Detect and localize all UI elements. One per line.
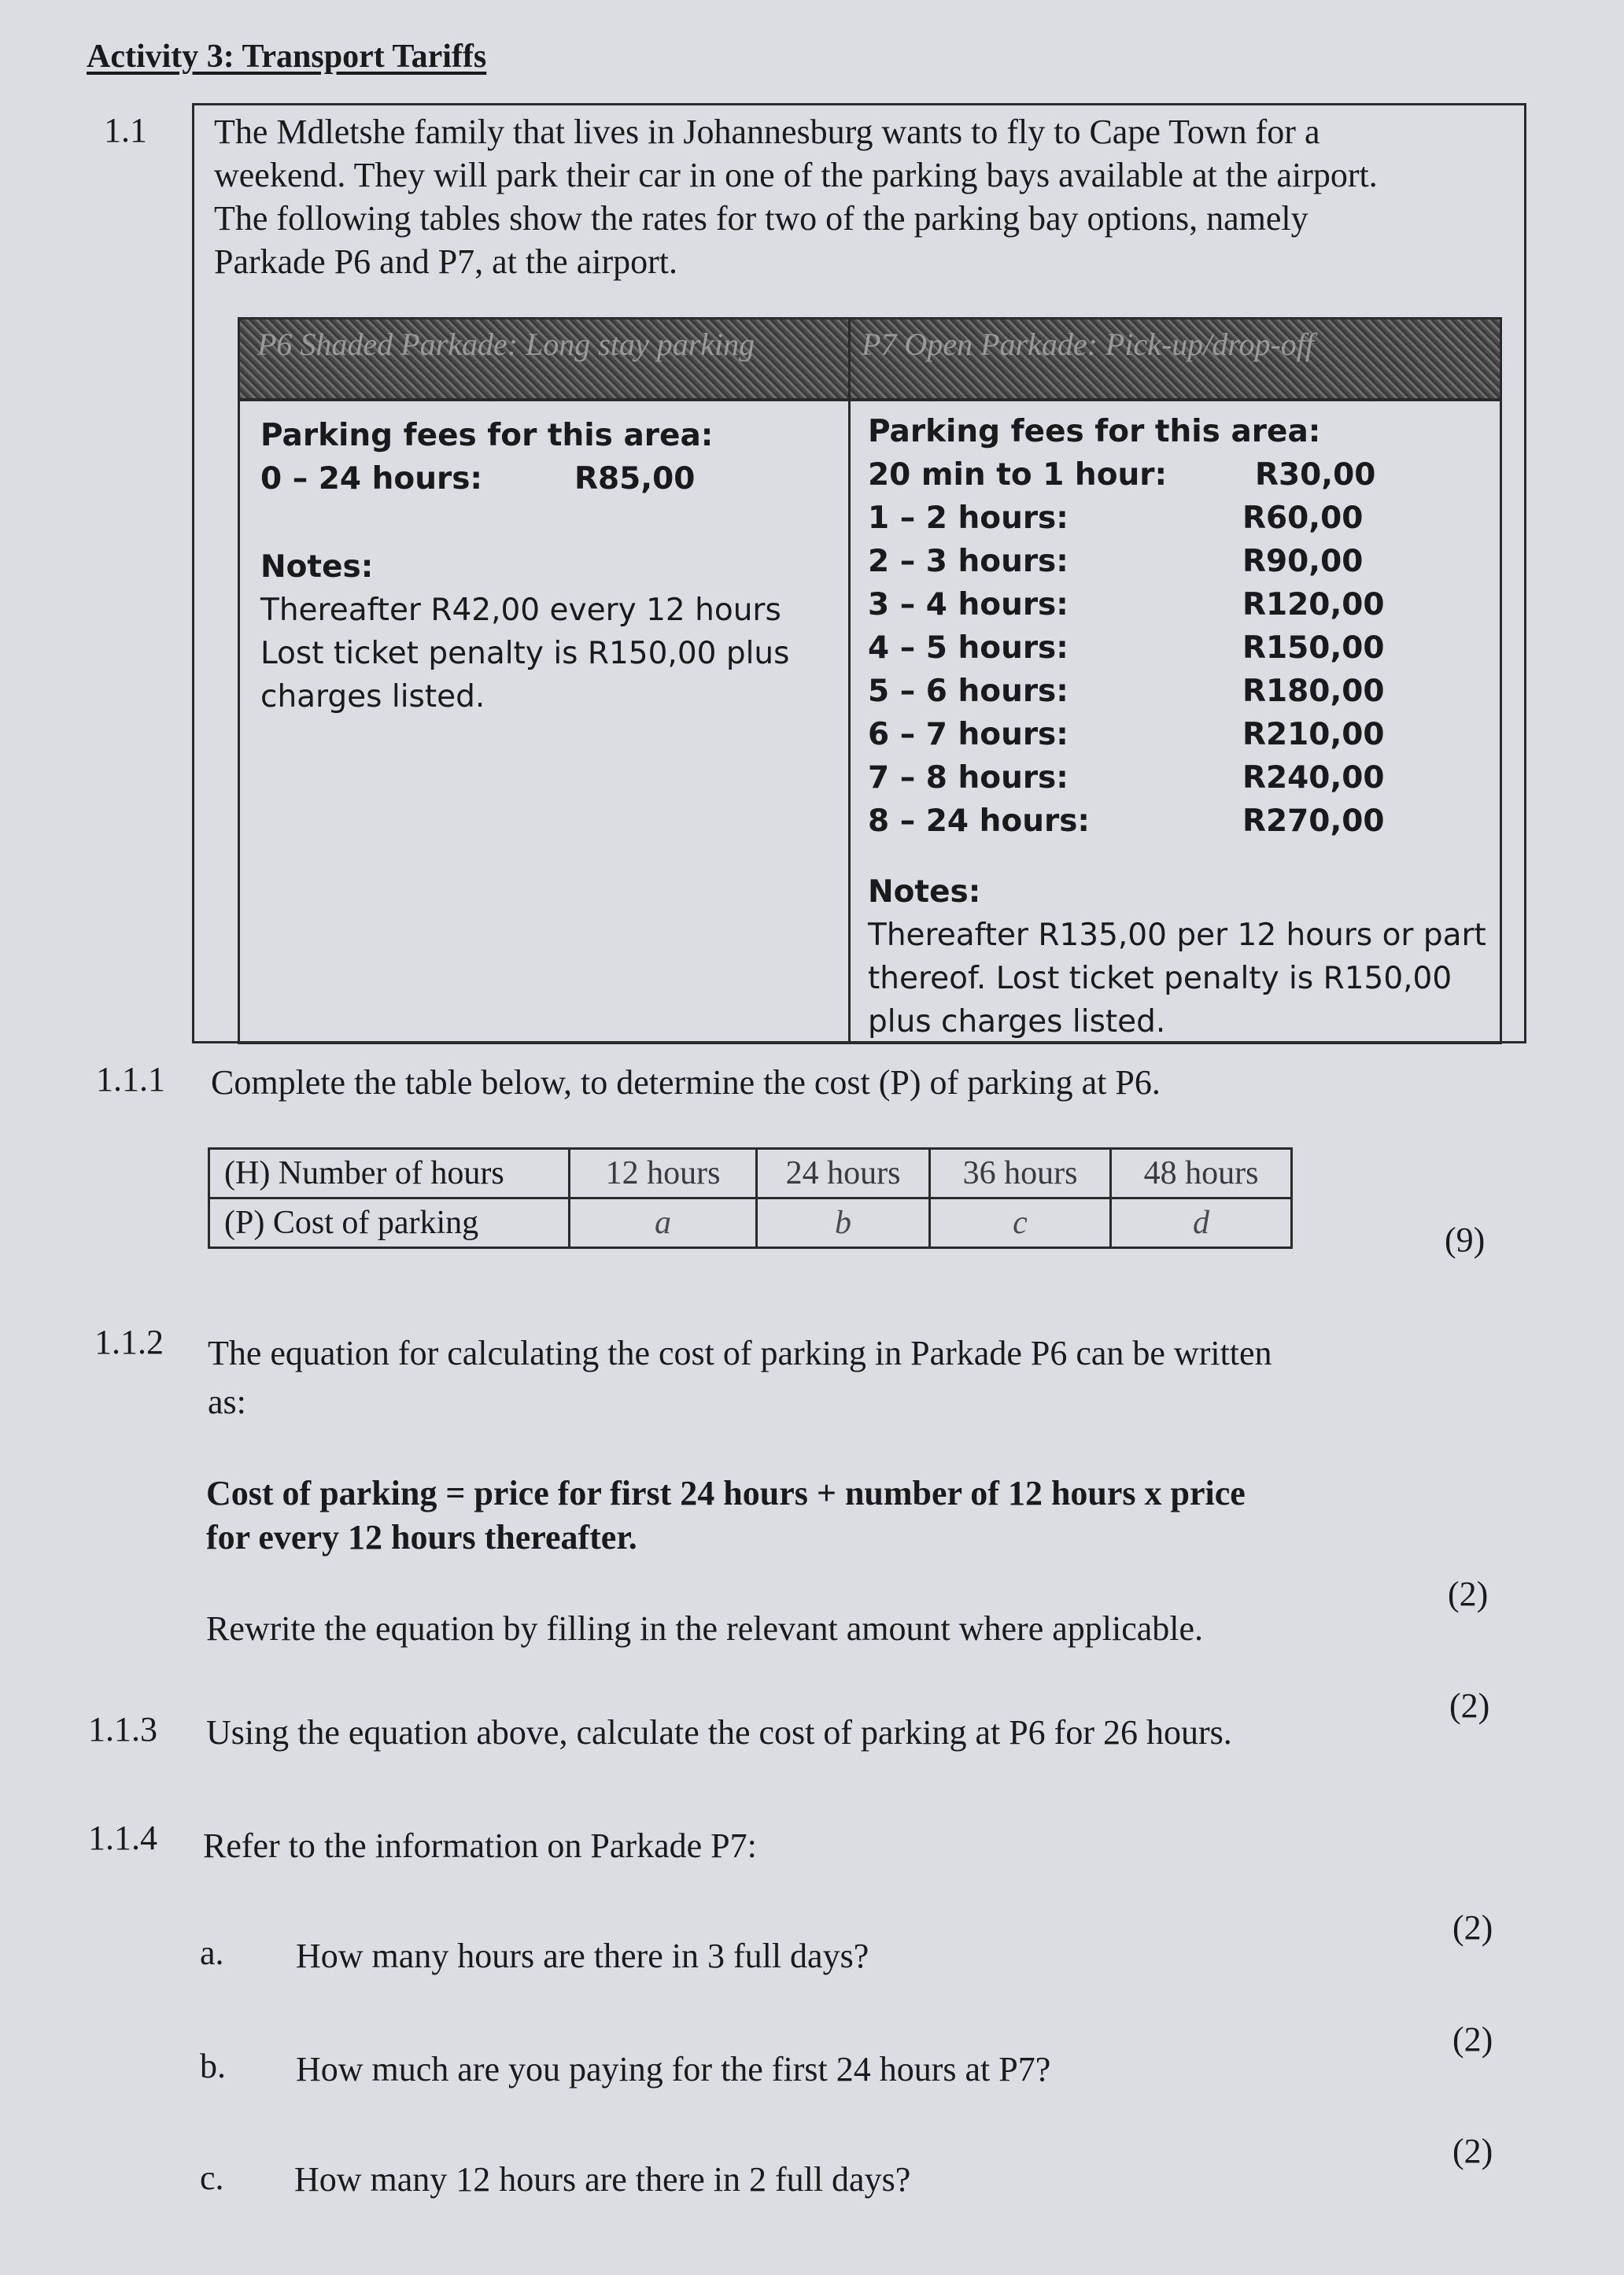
answer-cell-d[interactable]: d (1111, 1198, 1292, 1248)
item-letter-c: c. (200, 2159, 224, 2197)
p7-rate-value: R30,00 (1255, 457, 1376, 493)
question-1-1-1-text: Complete the table below, to determine the cost (P) of parking at P6. (211, 1063, 1161, 1102)
p7-fees-heading: Parking fees for this area: (868, 414, 1321, 449)
item-letter-b: b. (200, 2047, 226, 2085)
question-number-1-1-3: 1.1.3 (88, 1710, 157, 1749)
question-number-1-1-1: 1.1.1 (96, 1060, 165, 1099)
item-c-text: How many 12 hours are there in 2 full days? (294, 2160, 911, 2199)
intro-line: The following tables show the rates for two of the parking bay options, namely (214, 199, 1308, 238)
intro-line: The Mdletshe family that lives in Johannesburg wants to fly to Cape Town for a (214, 113, 1320, 151)
p7-rate-label: 20 min to 1 hour: (868, 457, 1168, 493)
table-cell: 12 hours (570, 1149, 757, 1198)
p7-note: thereof. Lost ticket penalty is R150,00 (868, 961, 1452, 996)
p7-rate-label: 8 – 24 hours: (868, 803, 1091, 839)
p7-header: P7 Open Parkade: Pick-up/drop-off (862, 327, 1315, 362)
p7-notes-heading: Notes: (868, 874, 981, 910)
question-1-1-4-text: Refer to the information on Parkade P7: (203, 1826, 757, 1865)
marks-1-1-4-b: (2) (1452, 2020, 1493, 2059)
marks-1-1-2: (2) (1448, 1575, 1489, 1613)
p7-rate-value: R90,00 (1242, 544, 1364, 579)
marks-1-1-3: (2) (1449, 1686, 1490, 1725)
p6-note: Lost ticket penalty is R150,00 plus (260, 636, 790, 671)
question-number-1-1: 1.1 (104, 111, 147, 150)
p6-header: P6 Shaded Parkade: Long stay parking (257, 327, 755, 362)
tariff-table (238, 317, 1502, 1044)
answer-cell-b[interactable]: b (757, 1198, 930, 1248)
table-row (209, 1149, 1292, 1198)
intro-line: weekend. They will park their car in one of the parking bays available at the airport. (214, 156, 1378, 194)
item-letter-a: a. (200, 1933, 224, 1972)
question-1-1-3-text: Using the equation above, calculate the cost of parking at P6 for 26 hours. (206, 1713, 1232, 1752)
table-cell: 36 hours (930, 1149, 1111, 1198)
item-b-text: How much are you paying for the first 24 hours at P7? (296, 2050, 1051, 2088)
equation-line2: for every 12 hours thereafter. (206, 1518, 637, 1557)
question-1-1-2-line1: The equation for calculating the cost of parking in Parkade P6 can be written (208, 1334, 1272, 1372)
table-row (209, 1198, 1292, 1248)
page-title: Activity 3: Transport Tariffs (87, 39, 487, 75)
table-cell: (H) Number of hours (209, 1149, 570, 1198)
p6-notes-heading: Notes: (260, 549, 374, 585)
question-1-1-2-line2: as: (208, 1383, 246, 1421)
p6-fees-heading: Parking fees for this area: (260, 418, 714, 453)
intro-line: Parkade P6 and P7, at the airport. (214, 242, 677, 281)
marks-1-1-1: (9) (1445, 1221, 1486, 1259)
answer-cell-c[interactable]: c (930, 1198, 1111, 1248)
p6-note: charges listed. (260, 679, 485, 715)
marks-1-1-4-a: (2) (1452, 1908, 1493, 1947)
question-1-1-2-instruction: Rewrite the equation by filling in the relevant amount where applicable. (206, 1609, 1204, 1648)
tariff-table-header (240, 319, 1500, 401)
equation-line1: Cost of parking = price for first 24 hours + number of 12 hours x price (206, 1474, 1246, 1512)
p7-rate-label: 7 – 8 hours: (868, 760, 1069, 796)
p6-rate-label: 0 – 24 hours: (260, 461, 483, 497)
question-number-1-1-4: 1.1.4 (88, 1819, 157, 1857)
cost-table (208, 1147, 1293, 1249)
p7-rate-label: 1 – 2 hours: (868, 500, 1069, 536)
p6-rate-value: R85,00 (574, 461, 696, 497)
table-cell: 24 hours (757, 1149, 930, 1198)
p7-rate-value: R180,00 (1242, 674, 1385, 709)
p7-rate-label: 3 – 4 hours: (868, 587, 1069, 622)
p7-rate-value: R150,00 (1242, 630, 1385, 666)
column-divider (848, 319, 851, 1042)
p7-rate-label: 5 – 6 hours: (868, 674, 1069, 709)
table-cell: (P) Cost of parking (209, 1198, 570, 1248)
p7-rate-value: R270,00 (1242, 803, 1385, 839)
p7-rate-value: R240,00 (1242, 760, 1385, 796)
answer-cell-a[interactable]: a (570, 1198, 757, 1248)
item-a-text: How many hours are there in 3 full days? (296, 1937, 869, 1975)
p7-note: Thereafter R135,00 per 12 hours or part (868, 918, 1486, 953)
p7-rate-label: 4 – 5 hours: (868, 630, 1069, 666)
p6-note: Thereafter R42,00 every 12 hours (260, 593, 781, 628)
p7-rate-value: R210,00 (1242, 717, 1385, 752)
question-1-1-intro (214, 110, 1512, 283)
p7-rate-label: 6 – 7 hours: (868, 717, 1069, 752)
p7-rate-label: 2 – 3 hours: (868, 544, 1069, 579)
p7-rate-value: R60,00 (1242, 500, 1364, 536)
question-number-1-1-2: 1.1.2 (94, 1323, 164, 1361)
table-cell: 48 hours (1111, 1149, 1292, 1198)
marks-1-1-4-c: (2) (1452, 2132, 1493, 2170)
p7-note: plus charges listed. (868, 1004, 1166, 1040)
p7-rate-value: R120,00 (1242, 587, 1385, 622)
